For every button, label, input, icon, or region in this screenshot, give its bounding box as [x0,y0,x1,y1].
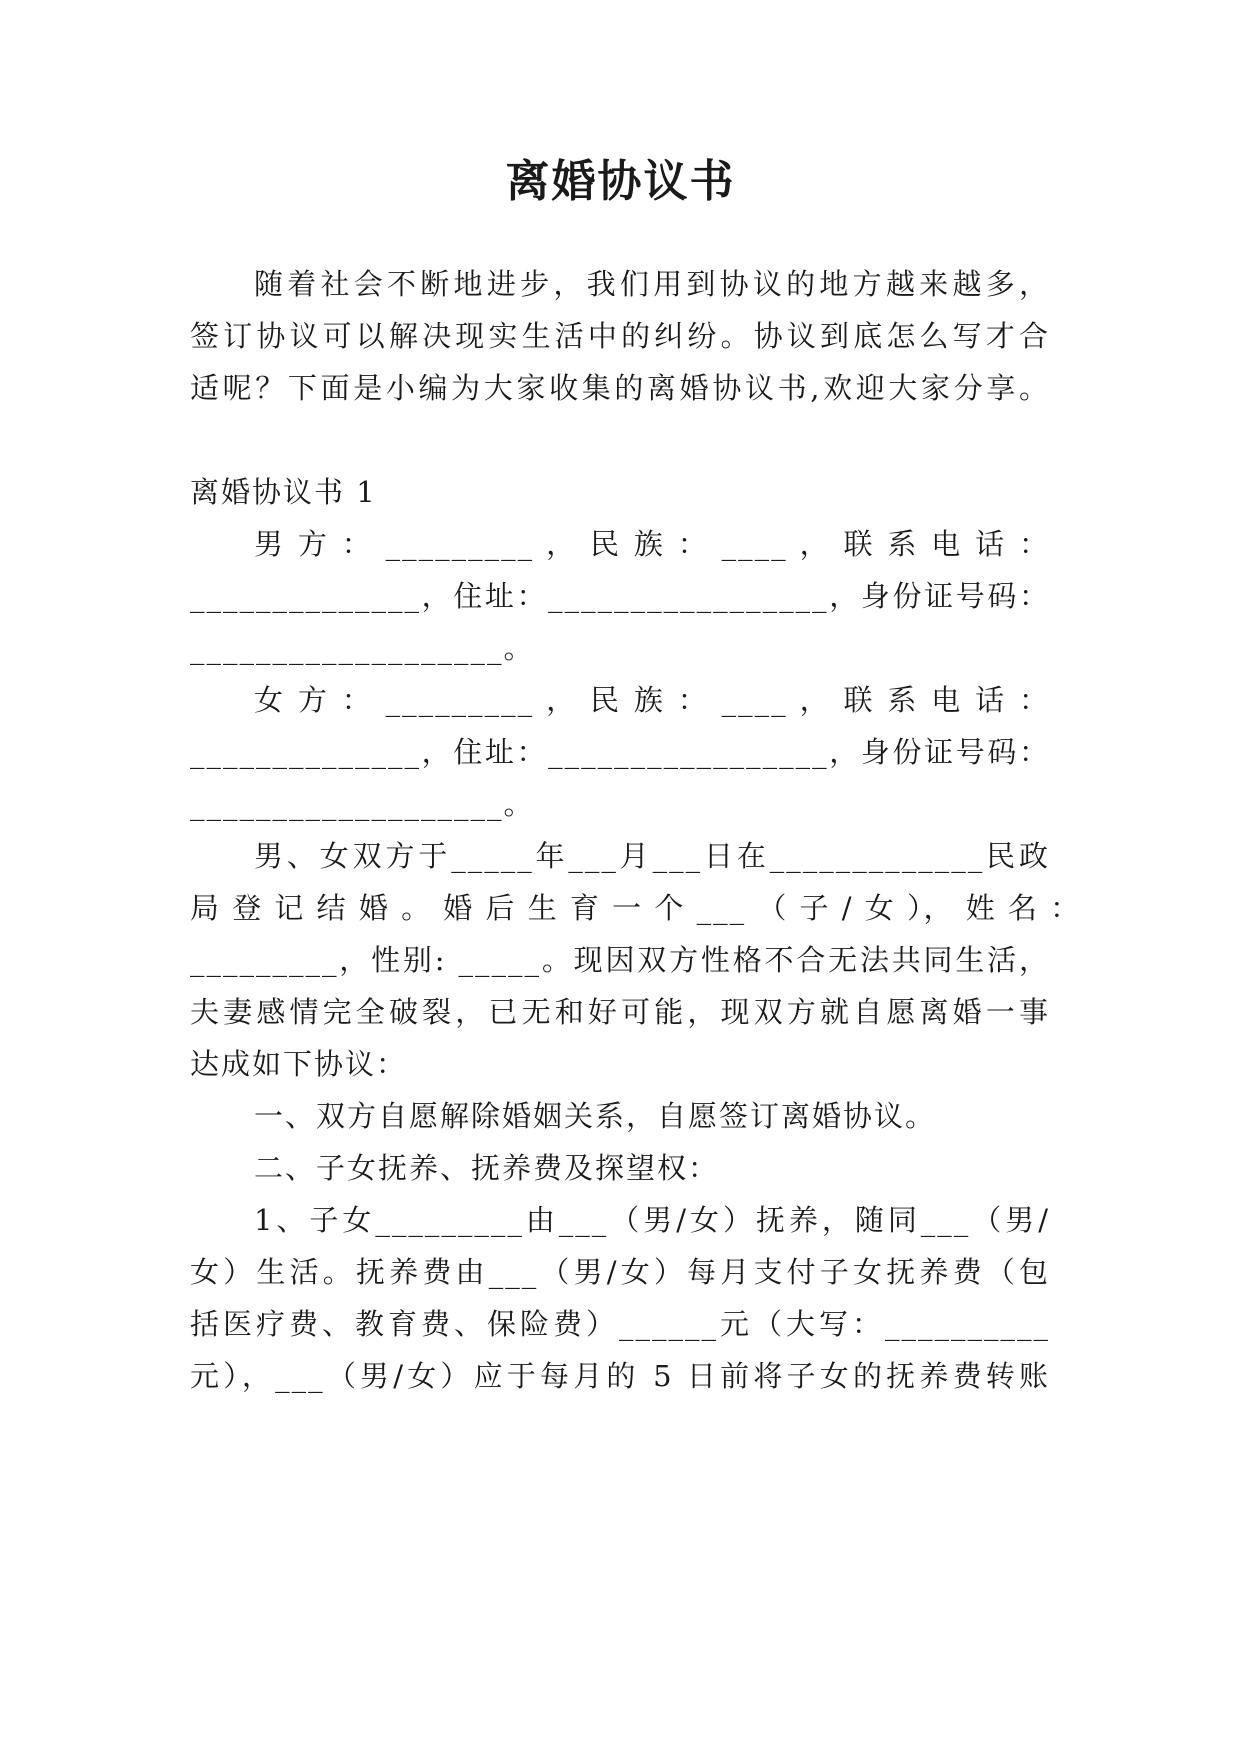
marriage-line-1: 男、女双方于_____年___月___日在_____________民政 [254,839,1050,873]
male-party-line-2: ______________，住址：_________________，身份证号码： [190,579,1050,613]
clause-2-1-line-2: 女）生活。抚养费由___（男/女）每月支付子女抚养费（包 [190,1255,1050,1289]
intro-line-3: 适呢？下面是小编为大家收集的离婚协议书,欢迎大家分享。 [190,371,1050,405]
clause-2-1-line-3: 括医疗费、教育费、保险费）______元（大写：__________ [190,1307,1050,1341]
clause-2-1-line-1: 1、子女_________由___（男/女）抚养，随同___（男/ [254,1203,1050,1237]
intro-line-1: 随着社会不断地进步，我们用到协议的地方越来越多， [254,267,1050,301]
document-title: 离婚协议书 [505,156,736,207]
female-party-line-2: ______________，住址：_________________，身份证号码： [190,735,1050,769]
marriage-line-5: 达成如下协议： [190,1047,408,1081]
section-heading: 离婚协议书 1 [190,475,377,509]
marriage-line-3: _________，性别: _____。现因双方性格不合无法共同生活， [190,943,1050,977]
male-party-line-1: 男 方 ： _________ ， 民 族 ： ____ ， 联 系 电 话 ： [254,527,1050,561]
female-party-line-1: 女 方 ： _________ ， 民 族 ： ____ ， 联 系 电 话 ： [254,683,1050,717]
female-party-line-3: ___________________。 [190,787,535,821]
intro-line-2: 签订协议可以解决现实生活中的纠纷。协议到底怎么写才合 [190,319,1050,353]
male-party-line-3: ___________________。 [190,631,535,665]
clause-2-1-line-4: 元），___（男/女）应于每月的 5 日前将子女的抚养费转账 [190,1359,1050,1393]
marriage-line-4: 夫妻感情完全破裂，已无和好可能，现双方就自愿离婚一事 [190,995,1050,1029]
clause-1: 一、双方自愿解除婚姻关系，自愿签订离婚协议。 [254,1099,937,1133]
marriage-line-2: 局 登 记 结 婚 。 婚 后 生 育 一 个 ___ （ 子 / 女 ）， 姓 名 ： [190,891,1082,925]
clause-2: 二、子女抚养、抚养费及探望权： [254,1151,720,1185]
